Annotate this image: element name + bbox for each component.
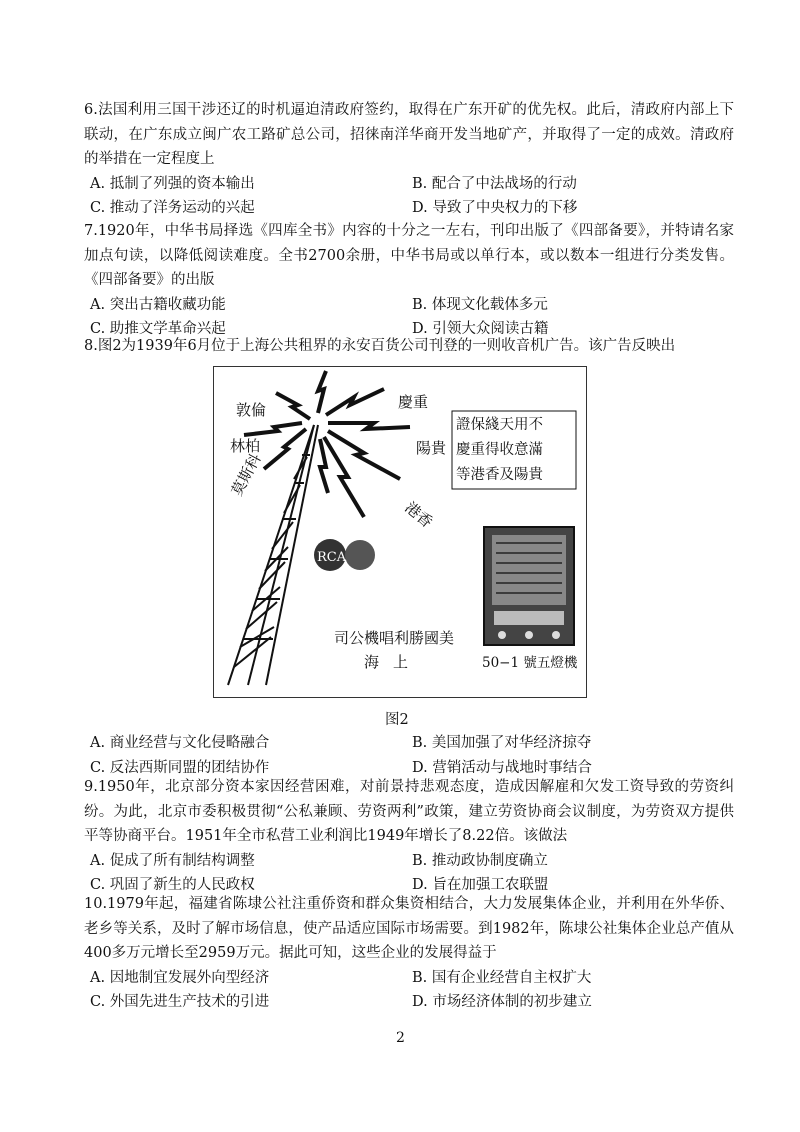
question-stem: 6.法国利用三国干涉还辽的时机逼迫清政府签约，取得在广东开矿的优先权。此后，清政府内部上下联动，在广东成立闽广农工路矿总公司，招徕南洋华商开发当地矿产，并取得了一定的成效。清政府的举措在一定程度上 — [84, 102, 734, 167]
city-label-guiyang: 陽貴 — [416, 439, 447, 457]
option-b: B. 体现文化载体多元 — [412, 296, 548, 313]
question-stem: 7.1920年，中华书局择选《四库全书》内容的十分之一左右，刊印出版了《四部备要》，并特请名家加点句读，以降低阅读难度。全书2700余册，中华书局或以单行本，或以数本一组进行分类发售。《四部备要》的出版 — [84, 223, 734, 288]
city-label-moscow: 莫斯科 — [227, 450, 265, 499]
city-label-hongkong: 港香 — [401, 498, 436, 532]
option-d: D. 旨在加强工农联盟 — [412, 877, 549, 893]
lightning-bolt — [264, 429, 306, 469]
option-a: A. 促成了所有制结构调整 — [90, 852, 255, 869]
radio-model-label: 50−1 號五燈機 — [482, 655, 578, 671]
brand-company-name: 司公機唱利勝國美 — [334, 629, 455, 647]
slogan-line: 慶重得收意滿 — [456, 442, 543, 458]
brand-location: 海上 — [364, 653, 423, 671]
option-b: B. 国有企业经营自主权扩大 — [412, 969, 592, 986]
options-row-2 — [84, 990, 734, 1015]
page-number: 2 — [396, 1030, 405, 1046]
options-row-1 — [84, 172, 734, 197]
option-d: D. 导致了中央权力的下移 — [412, 200, 578, 216]
question-stem: 8.图2为1939年6月位于上海公共租界的永安百货公司刊登的一则收音机广告。该广告反映出 — [84, 338, 676, 354]
lightning-bolt — [318, 371, 326, 413]
option-c: C. 巩固了新生的人民政权 — [90, 877, 255, 893]
logo-text: RCA — [317, 550, 347, 565]
options-row-1 — [84, 966, 734, 991]
slogan-line: 證保綫天用不 — [456, 417, 543, 433]
option-a: A. 抵制了列强的资本输出 — [90, 175, 255, 192]
question-10 — [84, 892, 734, 1015]
question-7 — [84, 219, 734, 342]
option-c: C. 助推文学革命兴起 — [90, 321, 226, 337]
advertisement-illustration — [214, 367, 586, 697]
radio-advertisement-figure — [213, 366, 587, 698]
option-b: B. 配合了中法战场的行动 — [412, 175, 577, 192]
question-6 — [84, 98, 734, 221]
lightning-bolt — [244, 423, 302, 435]
option-d: D. 市场经济体制的初步建立 — [412, 994, 592, 1010]
city-label-berlin: 林柏 — [230, 437, 261, 455]
option-b: B. 推动政协制度确立 — [412, 852, 548, 869]
options-row-1 — [84, 849, 734, 874]
lightning-bolt — [276, 393, 310, 419]
options-row-1 — [84, 293, 734, 318]
lightning-bolt — [320, 439, 328, 493]
city-label-chongqing: 慶重 — [398, 393, 429, 411]
option-a: A. 因地制宜发展外向型经济 — [90, 969, 270, 986]
lightning-bolt — [326, 389, 384, 415]
option-a: A. 突出古籍收藏功能 — [90, 296, 226, 313]
question-9 — [84, 775, 734, 898]
question-8 — [84, 334, 734, 359]
options-row-2 — [84, 196, 734, 221]
figure-caption: 图2 — [385, 712, 409, 728]
question-8-options — [84, 731, 734, 780]
rca-logo-icon — [314, 539, 375, 571]
city-label-london: 敦倫 — [236, 401, 267, 419]
slogan-line: 等港香及陽貴 — [456, 467, 543, 483]
option-c: C. 推动了洋务运动的兴起 — [90, 200, 255, 216]
option-b: B. 美国加强了对华经济掠夺 — [412, 735, 592, 751]
option-d: D. 营销活动与战地时事结合 — [412, 759, 592, 776]
lightning-bolt — [328, 431, 400, 479]
option-c: C. 外国先进生产技术的引进 — [90, 994, 270, 1010]
question-stem: 10.1979年起，福建省陈埭公社注重侨资和群众集资相结合，大力发展集体企业，并利用在外华侨、老乡等关系，及时了解市场信息，使产品适应国际市场需要。到1982年，陈埭公社集体企业总产值从400多万元增长至2959万元。据此可知，这些企业的发展得益于 — [84, 896, 734, 961]
radio-set-icon — [484, 527, 574, 645]
lightning-bolt — [328, 423, 410, 429]
option-d: D. 引领大众阅读古籍 — [412, 321, 549, 337]
option-a: A. 商业经营与文化侵略融合 — [90, 735, 270, 751]
question-stem: 9.1950年，北京部分资本家因经营困难，对前景持悲观态度，造成因解雇和欠发工资导致的劳资纠纷。为此，北京市委积极贯彻“公私兼顾、劳资两利”政策，建立劳资协商会议制度，为劳资双方提供平等协商平台。1951年全市私营工业利润比1949年增长了8.22倍。该做法 — [84, 779, 734, 844]
options-row-1 — [84, 731, 734, 756]
option-c: C. 反法西斯同盟的团结协作 — [90, 759, 270, 776]
